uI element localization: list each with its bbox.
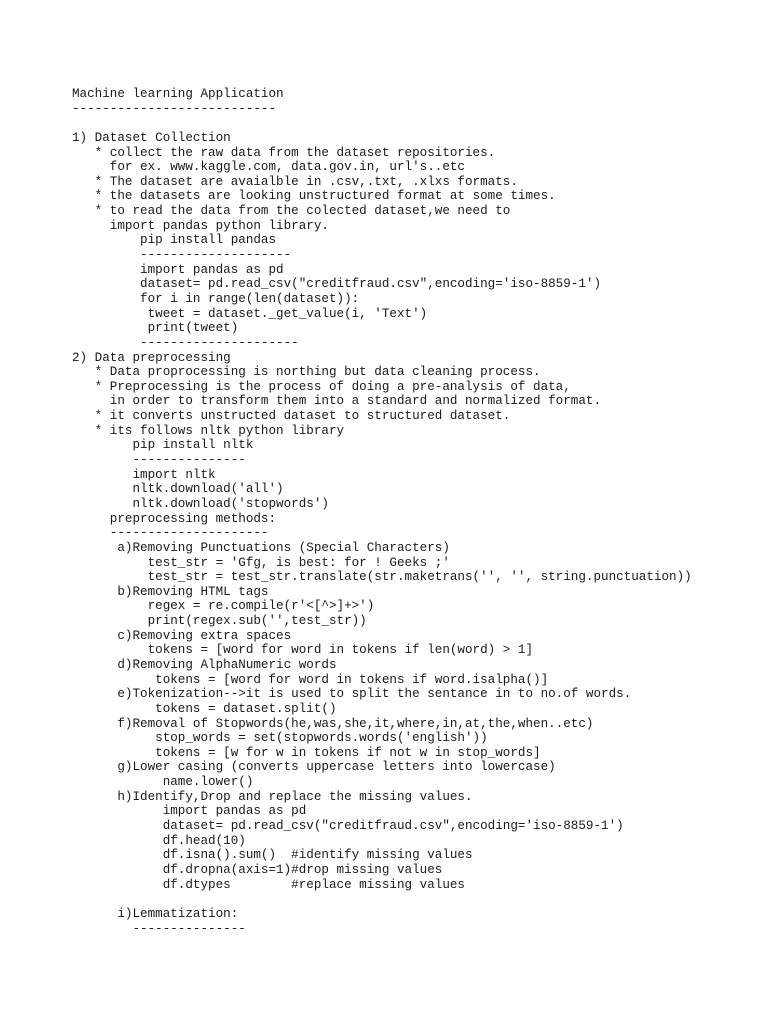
document-line: i)Lemmatization: <box>72 906 239 921</box>
document-line: * it converts unstructed dataset to structured dataset. <box>72 409 511 424</box>
document-text <box>72 87 692 936</box>
document-line <box>72 116 692 131</box>
document-line: df.dropna(axis=1)#drop missing values <box>72 862 443 877</box>
document-line: df.dtypes #replace missing values <box>72 877 465 892</box>
document-line: nltk.download('stopwords') <box>72 496 329 511</box>
document-line: print(tweet) <box>72 321 239 336</box>
document-line: * Preprocessing is the process of doing a pre-analysis of data, <box>72 379 571 394</box>
document-line: for i in range(len(dataset)): <box>72 291 360 306</box>
document-line: pip install pandas <box>72 233 277 248</box>
document-line: df.head(10) <box>72 833 246 848</box>
document-line: * its follows nltk python library <box>72 423 345 438</box>
document-line: test_str = test_str.translate(str.maketrans('', '', string.punctuation)) <box>72 570 692 585</box>
document-line: dataset= pd.read_csv("creditfraud.csv",encoding='iso-8859-1') <box>72 819 624 834</box>
document-line: in order to transform them into a standard and normalized format. <box>72 394 602 409</box>
document-line: for ex. www.kaggle.com, data.gov.in, url's..etc <box>72 160 465 175</box>
document-line: a)Removing Punctuations (Special Characters) <box>72 540 450 555</box>
document-line: test_str = 'Gfg, is best: for ! Geeks ;' <box>72 555 450 570</box>
document-line: import pandas python library. <box>72 218 329 233</box>
document-line: -------------------- <box>72 248 292 263</box>
document-line: stop_words = set(stopwords.words('english')) <box>72 731 488 746</box>
document-line: * The dataset are avaialble in .csv,.txt, .xlxs formats. <box>72 174 518 189</box>
document-line: dataset= pd.read_csv("creditfraud.csv",encoding='iso-8859-1') <box>72 277 602 292</box>
document-line: * to read the data from the colected dataset,we need to <box>72 204 511 219</box>
document-line <box>72 892 692 907</box>
document-line: b)Removing HTML tags <box>72 584 269 599</box>
document-line: * the datasets are looking unstructured format at some times. <box>72 189 556 204</box>
document-line: --------------------- <box>72 335 299 350</box>
document-line: tweet = dataset._get_value(i, 'Text') <box>72 306 428 321</box>
document-line: --------------------------- <box>72 101 277 116</box>
document-line: preprocessing methods: <box>72 511 277 526</box>
document-line: f)Removal of Stopwords(he,was,she,it,where,in,at,the,when..etc) <box>72 716 594 731</box>
document-line: * Data proprocessing is northing but data cleaning process. <box>72 365 541 380</box>
document-line: g)Lower casing (converts uppercase letters into lowercase) <box>72 760 556 775</box>
document-line: import pandas as pd <box>72 262 284 277</box>
document-line: e)Tokenization-->it is used to split the sentance in to no.of words. <box>72 687 632 702</box>
document-line: c)Removing extra spaces <box>72 628 292 643</box>
document-line: import pandas as pd <box>72 804 307 819</box>
document-line: tokens = [word for word in tokens if len(word) > 1] <box>72 643 534 658</box>
document-line: import nltk <box>72 467 216 482</box>
document-line: h)Identify,Drop and replace the missing values. <box>72 789 473 804</box>
document-line: --------------------- <box>72 526 269 541</box>
document-line: df.isna().sum() #identify missing values <box>72 848 473 863</box>
document-line: d)Removing AlphaNumeric words <box>72 657 337 672</box>
document-line: regex = re.compile(r'<[^>]+>') <box>72 599 375 614</box>
document-line: tokens = [w for w in tokens if not w in stop_words] <box>72 745 541 760</box>
document-line: tokens = dataset.split() <box>72 701 337 716</box>
document-line: --------------- <box>72 921 246 936</box>
document-line: name.lower() <box>72 775 254 790</box>
document-line: Machine learning Application <box>72 87 284 101</box>
document-line: * collect the raw data from the dataset repositories. <box>72 145 496 160</box>
document-line: tokens = [word for word in tokens if word.isalpha()] <box>72 672 549 687</box>
document-line: print(regex.sub('',test_str)) <box>72 614 367 629</box>
document-line: nltk.download('all') <box>72 482 284 497</box>
document-line: 1) Dataset Collection <box>72 130 231 145</box>
document-line: 2) Data preprocessing <box>72 350 231 365</box>
document-line: pip install nltk <box>72 438 254 453</box>
document-line: --------------- <box>72 453 246 468</box>
